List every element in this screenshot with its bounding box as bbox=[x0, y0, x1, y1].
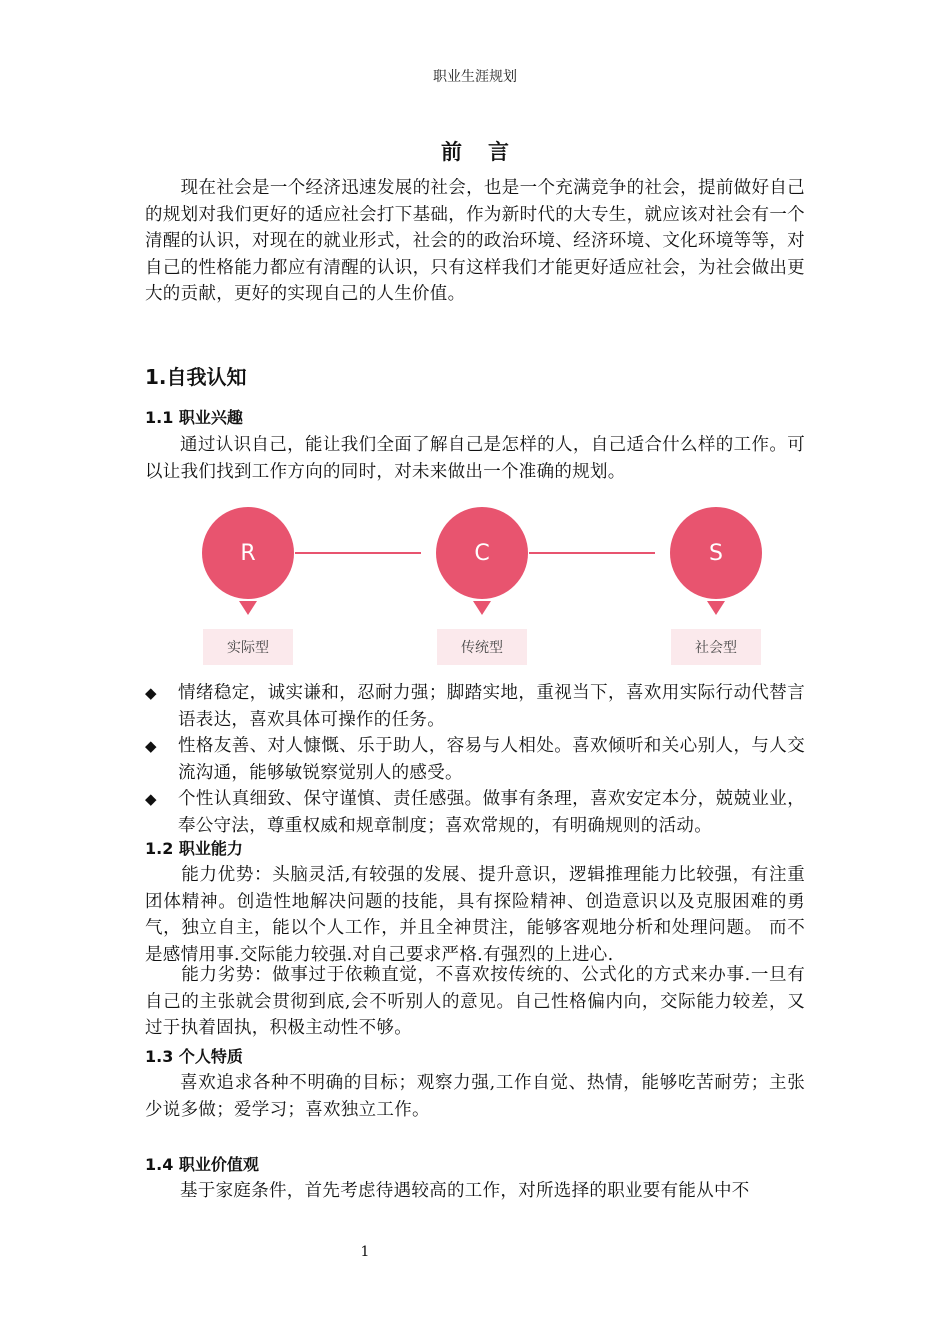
career-interest-paragraph: 通过认识自己，能让我们全面了解自己是怎样的人，自己适合什么样的工作。可以让我们找到工作方向的同时，对未来做出一个准确的规划。 bbox=[145, 435, 805, 482]
list-item bbox=[145, 680, 805, 733]
ability-strengths-paragraph: 能力优势：头脑灵活,有较强的发展、提升意识，逻辑推理能力比较强，有注重团体精神。创造性地解决问题的技能，具有探险精神、创造意识以及克服困难的勇气，独立自主，能以个人工作，并且全神贯注，能够客观地分析和处理问题。 而不是感情用事.交际能力较强.对自己要求严格.有强烈的上进心. bbox=[145, 865, 805, 965]
page-title: 前言 bbox=[441, 140, 535, 164]
node-s-label: 社会型 bbox=[671, 629, 761, 665]
node-pointer bbox=[473, 601, 491, 615]
list-item bbox=[145, 786, 805, 839]
node-r-circle: R bbox=[202, 507, 294, 599]
subsection-heading-career-interest: 1.1 职业兴趣 bbox=[145, 408, 243, 427]
section-heading-self-awareness: 1.自我认知 bbox=[145, 365, 247, 389]
preface-paragraph: 现在社会是一个经济迅速发展的社会，也是一个充满竞争的社会，提前做好自己的规划对我们更好的适应社会打下基础，作为新时代的大专生，就应该对社会有一个清醒的认识，对现在的就业形式，社会的的政治环境、经济环境、文化环境等等，对自己的性格能力都应有清醒的认识，只有这样我们才能更好适应社会，为社会做出更大的贡献，更好的实现自己的人生价值。 bbox=[145, 178, 805, 304]
diamond-bullet-icon: ◆ bbox=[145, 684, 157, 702]
page-number: 1 bbox=[360, 1244, 370, 1260]
subsection-heading-career-ability: 1.2 职业能力 bbox=[145, 839, 243, 858]
node-s-circle: S bbox=[670, 507, 762, 599]
list-item-text: 个性认真细致、保守谨慎、责任感强。做事有条理，喜欢安定本分，兢兢业业，奉公守法，尊重权威和规章制度；喜欢常规的，有明确规则的活动。 bbox=[178, 789, 805, 836]
subsection-heading-career-values: 1.4 职业价值观 bbox=[145, 1155, 259, 1174]
diamond-bullet-icon: ◆ bbox=[145, 790, 157, 808]
node-pointer bbox=[707, 601, 725, 615]
diamond-bullet-icon: ◆ bbox=[145, 737, 157, 755]
page-header: 职业生涯规划 bbox=[433, 69, 517, 85]
riasec-diagram bbox=[195, 505, 775, 670]
subsection-heading-personal-traits: 1.3 个人特质 bbox=[145, 1047, 243, 1066]
connector-line bbox=[529, 552, 655, 554]
ability-weaknesses-paragraph: 能力劣势：做事过于依赖直觉，不喜欢按传统的、公式化的方式来办事.一旦有自己的主张就会贯彻到底,会不听别人的意见。自己性格偏内向，交际能力较差，又过于执着固执，积极主动性不够。 bbox=[145, 965, 805, 1038]
interest-bullet-list bbox=[145, 680, 805, 839]
connector-line bbox=[295, 552, 421, 554]
node-c-circle: C bbox=[436, 507, 528, 599]
node-c-label: 传统型 bbox=[437, 629, 527, 665]
node-pointer bbox=[239, 601, 257, 615]
list-item bbox=[145, 733, 805, 786]
list-item-text: 情绪稳定，诚实谦和，忍耐力强；脚踏实地，重视当下，喜欢用实际行动代替言语表达，喜欢具体可操作的任务。 bbox=[178, 683, 805, 730]
career-values-paragraph: 基于家庭条件，首先考虑待遇较高的工作，对所选择的职业要有能从中不 bbox=[180, 1181, 750, 1201]
list-item-text: 性格友善、对人慷慨、乐于助人，容易与人相处。喜欢倾听和关心别人，与人交流沟通，能够敏锐察觉别人的感受。 bbox=[178, 736, 805, 783]
node-r-label: 实际型 bbox=[203, 629, 293, 665]
personal-traits-paragraph: 喜欢追求各种不明确的目标；观察力强,工作自觉、热情，能够吃苦耐劳；主张少说多做；爱学习；喜欢独立工作。 bbox=[145, 1073, 805, 1120]
